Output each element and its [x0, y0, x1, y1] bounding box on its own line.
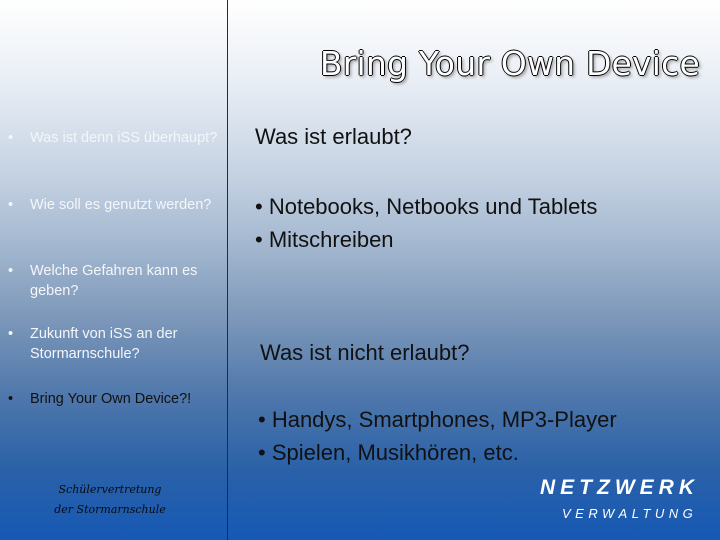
allowed-item-label: Notebooks, Netbooks und Tablets [268, 194, 598, 219]
bullet-icon: • [8, 326, 14, 342]
topic-item [8, 128, 223, 148]
allowed-item [255, 223, 597, 256]
allowed-list [255, 190, 597, 256]
not-allowed-heading: Was ist nicht erlaubt? [260, 340, 470, 365]
not-allowed-item-label: Spielen, Musikhören, etc. [271, 440, 519, 465]
topic-item-label: Was ist denn iSS überhaupt? [30, 130, 218, 146]
bullet-icon: • [8, 263, 14, 279]
vertical-divider [227, 0, 228, 540]
bullet-icon: • [8, 130, 14, 146]
topic-item-label: Welche Gefahren kann es geben? [30, 263, 198, 299]
allowed-item-label: Mitschreiben [268, 227, 394, 252]
bullet-icon: • [255, 194, 263, 219]
netzwerk-logo [540, 476, 720, 521]
not-allowed-list [258, 403, 617, 469]
bullet-icon: • [8, 391, 14, 407]
topic-item [8, 195, 223, 215]
not-allowed-item [258, 403, 617, 436]
topic-item-label: Wie soll es genutzt werden? [30, 197, 212, 213]
slide-title: Bring Your Own Device [319, 44, 700, 83]
bullet-icon: • [8, 197, 14, 213]
bullet-icon: • [255, 227, 263, 252]
bullet-icon: • [258, 440, 266, 465]
bullet-icon: • [258, 407, 266, 432]
signature-line: Schülervertretung [58, 483, 162, 496]
not-allowed-item [258, 436, 617, 469]
topic-item-label: Bring Your Own Device?! [30, 391, 192, 407]
topic-item-label: Zukunft von iSS an der Stormarnschule? [30, 326, 178, 362]
logo-subtitle: VERWALTUNG [562, 506, 698, 521]
topic-item-current [8, 389, 223, 409]
signature [40, 480, 180, 520]
allowed-heading: Was ist erlaubt? [255, 124, 412, 149]
logo-wordmark: NETZWERK [540, 476, 699, 499]
signature-line: der Stormarnschule [54, 503, 166, 516]
topic-item [8, 324, 223, 364]
topic-item [8, 261, 223, 301]
allowed-item [255, 190, 597, 223]
not-allowed-item-label: Handys, Smartphones, MP3-Player [271, 407, 617, 432]
